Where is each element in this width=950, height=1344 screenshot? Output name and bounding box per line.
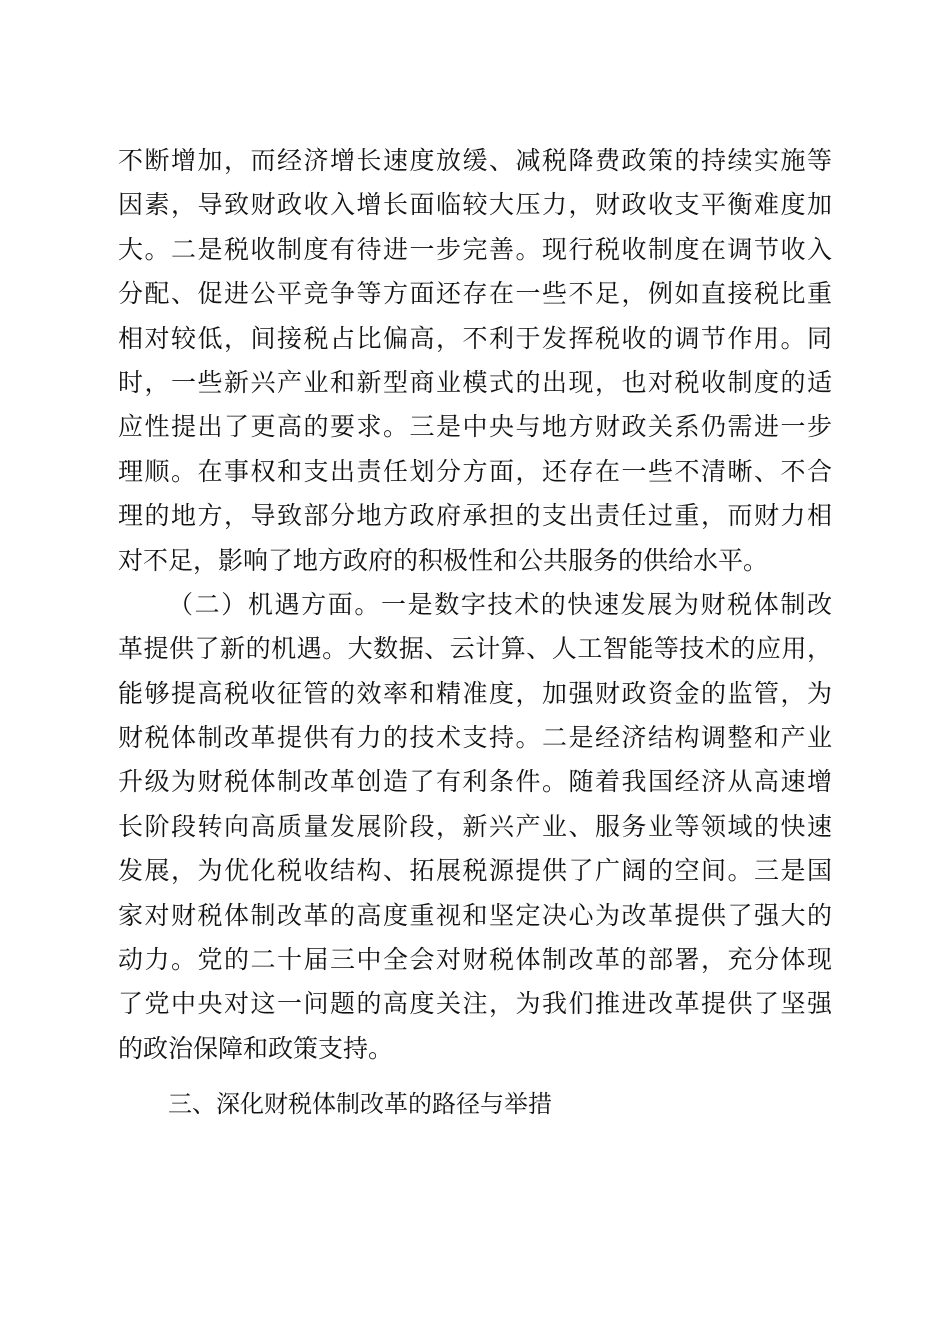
paragraph-line: 不断增加，而经济增长速度放缓、减税降费政策的持续实施等 bbox=[118, 146, 832, 175]
paragraph-line: 分配、促进公平竞争等方面还存在一些不足，例如直接税比重 bbox=[118, 279, 832, 309]
paragraph-line: 长阶段转向高质量发展阶段，新兴产业、服务业等领域的快速 bbox=[118, 811, 832, 841]
paragraph-line: 相对较低，间接税占比偏高，不利于发挥税收的调节作用。同 bbox=[118, 323, 832, 353]
paragraph-line: 发展，为优化税收结构、拓展税源提供了广阔的空间。三是国 bbox=[118, 856, 832, 886]
paragraph-line: 大。二是税收制度有待进一步完善。现行税收制度在调节收入 bbox=[118, 234, 832, 264]
paragraph-line: 能够提高税收征管的效率和精准度，加强财政资金的监管，为 bbox=[118, 678, 832, 708]
paragraph-line: 动力。党的二十届三中全会对财税体制改革的部署，充分体现 bbox=[118, 945, 832, 975]
paragraph-line: 理顺。在事权和支出责任划分方面，还存在一些不清晰、不合 bbox=[118, 456, 832, 486]
paragraph-line: 升级为财税体制改革创造了有利条件。随着我国经济从高速增 bbox=[118, 767, 832, 797]
document-body bbox=[118, 139, 832, 1071]
paragraph-line: 的政治保障和政策支持。 bbox=[118, 1033, 394, 1063]
section-heading: 三、深化财税体制改革的路径与举措 bbox=[168, 1090, 552, 1118]
paragraph-line: 时，一些新兴产业和新型商业模式的出现，也对税收制度的适 bbox=[118, 367, 832, 397]
paragraph-line: 革提供了新的机遇。大数据、云计算、人工智能等技术的应用， bbox=[118, 634, 832, 664]
paragraph-line: 财税体制改革提供有力的技术支持。二是经济结构调整和产业 bbox=[118, 723, 832, 753]
paragraph-line-opportunities-start: （二）机遇方面。一是数字技术的快速发展为财税体制改 bbox=[168, 589, 832, 619]
paragraph-line: 家对财税体制改革的高度重视和坚定决心为改革提供了强大的 bbox=[118, 900, 832, 930]
paragraph-line: 应性提出了更高的要求。三是中央与地方财政关系仍需进一步 bbox=[118, 412, 832, 442]
paragraph-line: 了党中央对这一问题的高度关注，为我们推进改革提供了坚强 bbox=[118, 989, 832, 1019]
paragraph-line: 对不足，影响了地方政府的积极性和公共服务的供给水平。 bbox=[118, 545, 769, 575]
paragraph-line: 理的地方，导致部分地方政府承担的支出责任过重，而财力相 bbox=[118, 501, 832, 531]
paragraph-line: 因素，导致财政收入增长面临较大压力，财政收支平衡难度加 bbox=[118, 190, 832, 220]
